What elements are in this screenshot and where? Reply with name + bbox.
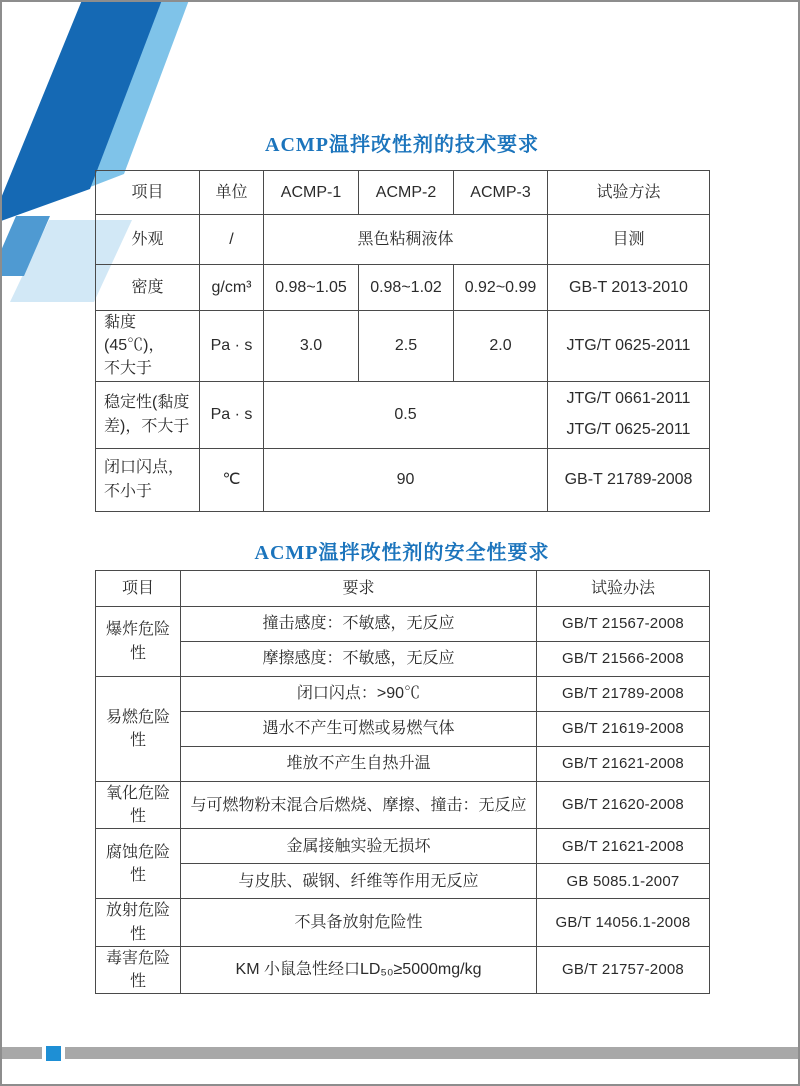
item-line: 闭口闪点， xyxy=(104,459,185,477)
requirement-cell: 闭口闪点：>90℃ xyxy=(181,677,537,712)
method-cell: GB/T 21567-2008 xyxy=(537,607,710,642)
table-row xyxy=(96,381,710,448)
table-row xyxy=(96,864,710,899)
value-cell: 黑色粘稠液体 xyxy=(264,215,548,265)
requirement-cell: 堆放不产生自热升温 xyxy=(181,747,537,782)
table-row xyxy=(96,782,710,829)
item-line: 不大于 xyxy=(104,360,153,378)
table-row xyxy=(96,448,710,511)
item-cell xyxy=(96,311,200,382)
header-cell-item: 项目 xyxy=(96,171,200,215)
table-row xyxy=(96,899,710,946)
table-row xyxy=(96,607,710,642)
table-row xyxy=(96,829,710,864)
method-cell: GB/T 21757-2008 xyxy=(537,946,710,993)
table-row xyxy=(96,946,710,993)
table-row xyxy=(96,571,710,607)
item-cell: 毒害危险性 xyxy=(96,946,181,993)
item-line: 不小于 xyxy=(104,482,153,500)
method-cell: GB-T 21789-2008 xyxy=(548,448,710,511)
method-cell: GB/T 21620-2008 xyxy=(537,782,710,829)
value-cell: 0.92~0.99 xyxy=(454,265,548,311)
value-cell: 0.98~1.05 xyxy=(264,265,359,311)
item-cell: 爆炸危险性 xyxy=(96,607,181,677)
unit-cell: Pa · s xyxy=(200,311,264,382)
item-cell: 密度 xyxy=(96,265,200,311)
table-row xyxy=(96,215,710,265)
item-line: 稳定性(黏度 xyxy=(104,394,190,412)
table-row xyxy=(96,642,710,677)
technical-requirements-table xyxy=(95,170,710,512)
method-cell: 目测 xyxy=(548,215,710,265)
item-cell xyxy=(96,381,200,448)
method-cell: GB/T 21621-2008 xyxy=(537,829,710,864)
safety-requirements-title: ACMP温拌改性剂的安全性要求 xyxy=(254,542,550,564)
item-cell: 放射危险性 xyxy=(96,899,181,946)
item-cell: 氧化危险性 xyxy=(96,782,181,829)
header-cell-requirement: 要求 xyxy=(181,571,537,607)
method-cell: GB/T 21619-2008 xyxy=(537,712,710,747)
method-line: JTG/T 0625-2011 xyxy=(566,420,691,438)
unit-cell: ℃ xyxy=(200,448,264,511)
requirement-cell: 与皮肤、碳钢、纤维等作用无反应 xyxy=(181,864,537,899)
table-row xyxy=(96,677,710,712)
value-cell: 3.0 xyxy=(264,311,359,382)
requirement-cell: 遇水不产生可燃或易燃气体 xyxy=(181,712,537,747)
item-cell: 外观 xyxy=(96,215,200,265)
value-cell: 2.5 xyxy=(359,311,454,382)
table-row xyxy=(96,712,710,747)
table-row xyxy=(96,311,710,382)
method-line: JTG/T 0661-2011 xyxy=(566,390,691,408)
unit-cell: g/cm³ xyxy=(200,265,264,311)
method-cell: GB/T 21789-2008 xyxy=(537,677,710,712)
item-cell xyxy=(96,448,200,511)
item-cell: 易燃危险性 xyxy=(96,677,181,782)
table-row xyxy=(96,265,710,311)
header-cell-method: 试验办法 xyxy=(537,571,710,607)
method-cell: GB/T 14056.1-2008 xyxy=(537,899,710,946)
header-cell-acmp1: ACMP-1 xyxy=(264,171,359,215)
item-cell: 腐蚀危险性 xyxy=(96,829,181,899)
header-cell-method: 试验方法 xyxy=(548,171,710,215)
method-cell: GB-T 2013-2010 xyxy=(548,265,710,311)
requirement-cell: 不具备放射危险性 xyxy=(181,899,537,946)
table-row xyxy=(96,171,710,215)
value-cell: 2.0 xyxy=(454,311,548,382)
item-line: 黏度(45℃)， xyxy=(104,314,165,355)
requirement-cell: 金属接触实验无损坏 xyxy=(181,829,537,864)
header-cell-unit: 单位 xyxy=(200,171,264,215)
safety-requirements-table xyxy=(95,570,710,994)
requirement-cell: 与可燃物粉末混合后燃烧、摩擦、撞击：无反应 xyxy=(181,782,537,829)
requirement-cell: KM 小鼠急性经口LD₅₀≥5000mg/kg xyxy=(181,946,537,993)
value-cell: 0.98~1.02 xyxy=(359,265,454,311)
method-cell: JTG/T 0625-2011 xyxy=(548,311,710,382)
item-line: 差)，不大于 xyxy=(104,417,190,435)
unit-cell: / xyxy=(200,215,264,265)
requirement-cell: 撞击感度：不敏感，无反应 xyxy=(181,607,537,642)
method-cell: GB 5085.1-2007 xyxy=(537,864,710,899)
value-cell: 0.5 xyxy=(264,381,548,448)
table-row xyxy=(96,747,710,782)
method-cell: GB/T 21621-2008 xyxy=(537,747,710,782)
footer-accent-square xyxy=(46,1046,61,1061)
requirement-cell: 摩擦感度：不敏感，无反应 xyxy=(181,642,537,677)
value-cell: 90 xyxy=(264,448,548,511)
header-cell-acmp3: ACMP-3 xyxy=(454,171,548,215)
footer-bar xyxy=(2,1047,800,1059)
method-cell: GB/T 21566-2008 xyxy=(537,642,710,677)
method-cell xyxy=(548,381,710,448)
header-cell-item: 项目 xyxy=(96,571,181,607)
unit-cell: Pa · s xyxy=(200,381,264,448)
header-cell-acmp2: ACMP-2 xyxy=(359,171,454,215)
technical-requirements-title: ACMP温拌改性剂的技术要求 xyxy=(265,134,539,156)
